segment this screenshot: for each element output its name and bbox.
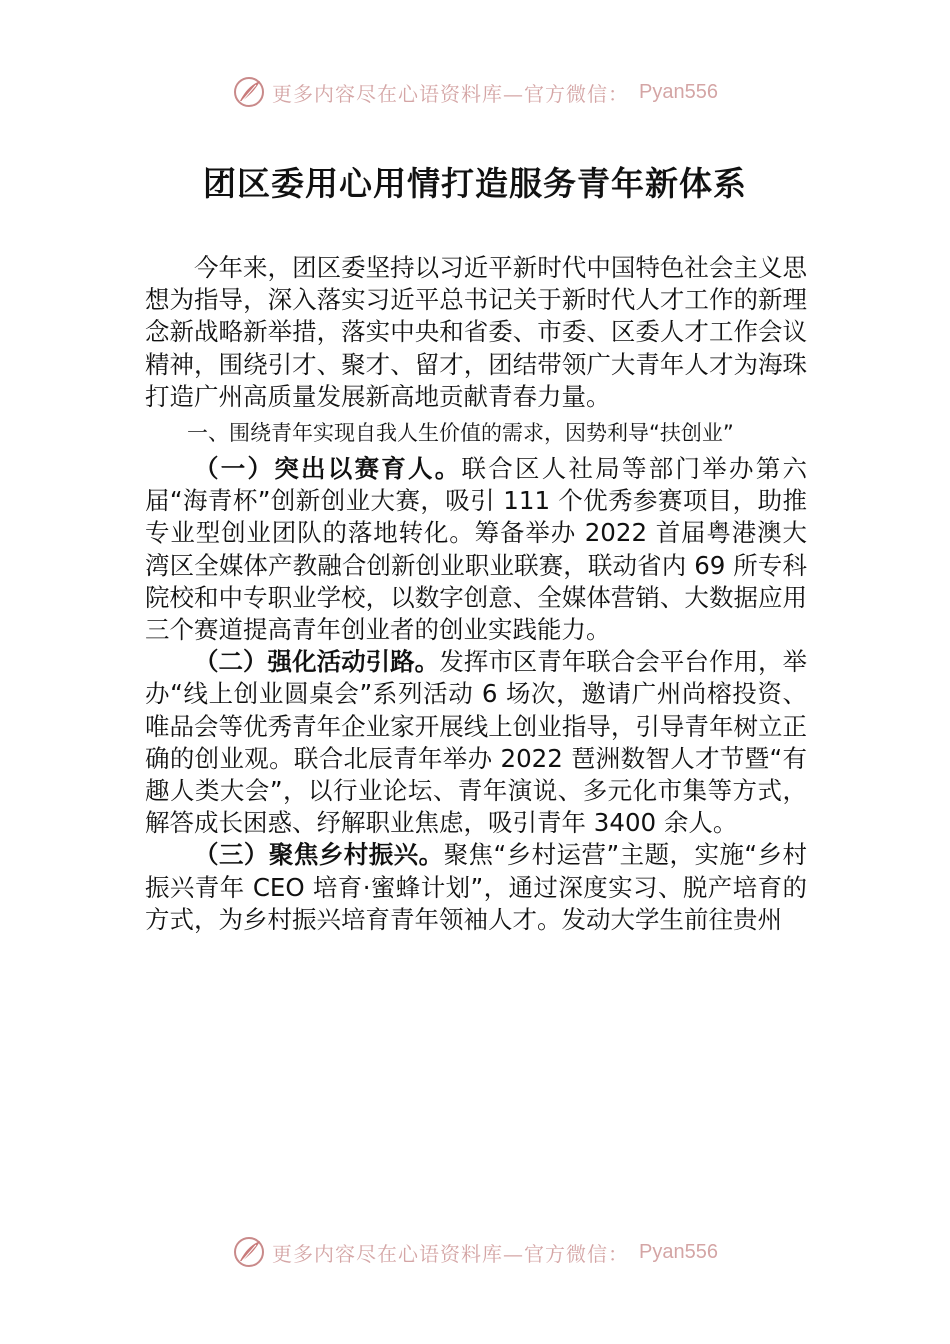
item-body-1: 联合区人社局等部门举办第六届“海青杯”创新创业大赛，吸引 111 个优秀参赛项目，助推专业型创业团队的落地转化。筹备举办 2022 首届粤港澳大湾区全媒体产教融合创新创业职业联赛，联动省内 69 所专科院校和中专职业学校，以数字创意、全媒体营销、大数据应用三个赛道提高青年创业者的创业实践能力。 bbox=[145, 454, 807, 645]
watermark-id: Pyan556 bbox=[639, 80, 718, 103]
item-lead-2: （二）强化活动引路。 bbox=[194, 647, 440, 677]
watermark-footer bbox=[0, 1232, 950, 1272]
feather-seal-icon bbox=[232, 75, 266, 109]
watermark-header bbox=[0, 72, 950, 112]
item-paragraph-3 bbox=[145, 839, 807, 936]
item-lead-1: （一）突出以赛育人。 bbox=[194, 454, 462, 484]
feather-seal-icon bbox=[232, 1235, 266, 1269]
item-lead-3: （三）聚焦乡村振兴。 bbox=[194, 840, 444, 870]
item-paragraph-2 bbox=[145, 646, 807, 839]
document-body bbox=[145, 252, 807, 936]
watermark-text: 更多内容尽在心语资料库—官方微信： bbox=[272, 81, 630, 106]
item-body-2: 发挥市区青年联合会平台作用，举办“线上创业圆桌会”系列活动 6 场次，邀请广州尚榕投资、唯品会等优秀青年企业家开展线上创业指导，引导青年树立正确的创业观。联合北辰青年举办 2022 琶洲数智人才节暨“有趣人类大会”，以行业论坛、青年演说、多元化市集等方式，解答成长困惑、纾解职业焦虑，吸引青年 3400 余人。 bbox=[145, 647, 808, 838]
section-heading: 一、围绕青年实现自我人生价值的需求，因势利导“扶创业” bbox=[187, 421, 734, 446]
item-body-3: 聚焦“乡村运营”主题，实施“乡村振兴青年 CEO 培育·蜜蜂计划”，通过深度实习、脱产培育的方式，为乡村振兴培育青年领袖人才。发动大学生前往贵州 bbox=[145, 840, 808, 934]
watermark-text: 更多内容尽在心语资料库—官方微信： bbox=[272, 1241, 630, 1266]
document-title: 团区委用心用情打造服务青年新体系 bbox=[203, 164, 747, 203]
watermark-id: Pyan556 bbox=[639, 1240, 718, 1263]
item-paragraph-1 bbox=[145, 453, 807, 646]
intro-paragraph: 今年来，团区委坚持以习近平新时代中国特色社会主义思想为指导，深入落实习近平总书记关于新时代人才工作的新理念新战略新举措，落实中央和省委、市委、区委人才工作会议精神，围绕引才、聚才、留才，团结带领广大青年人才为海珠打造广州高质量发展新高地贡献青春力量。 bbox=[145, 253, 807, 411]
